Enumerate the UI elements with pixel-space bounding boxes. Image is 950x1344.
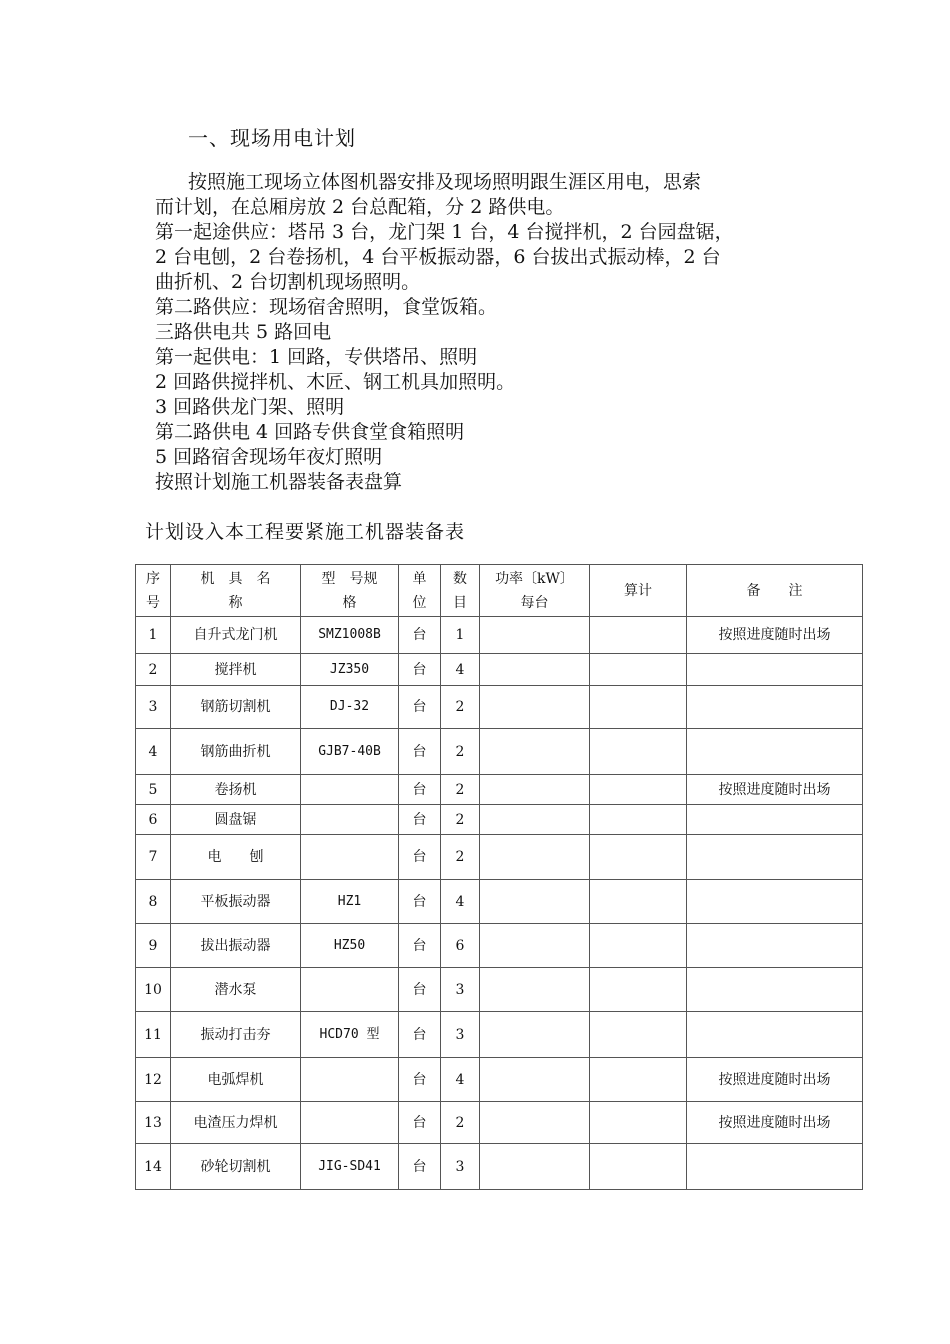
paragraph-line: 第二路供电 4 回路专供食堂食箱照明 — [155, 421, 465, 443]
cell-calc — [590, 729, 687, 775]
equipment-table — [135, 564, 863, 1190]
cell-name: 卷扬机 — [171, 775, 301, 805]
cell-remark — [687, 924, 863, 968]
cell-calc — [590, 924, 687, 968]
cell-name: 搅拌机 — [171, 654, 301, 686]
cell-qty: 2 — [441, 805, 480, 835]
cell-remark: 按照进度随时出场 — [687, 1058, 863, 1102]
cell-name: 振动打击夯 — [171, 1012, 301, 1058]
cell-power — [480, 835, 590, 880]
table-row — [136, 617, 863, 654]
cell-model: SMZ1008B — [301, 617, 399, 654]
cell-model — [301, 775, 399, 805]
cell-remark: 按照进度随时出场 — [687, 1102, 863, 1144]
cell-calc — [590, 775, 687, 805]
table-body — [136, 617, 863, 1190]
paragraph-line: 2 回路供搅拌机、木匠、钢工机具加照明。 — [155, 371, 516, 393]
cell-unit: 台 — [399, 1102, 441, 1144]
cell-no: 11 — [136, 1012, 171, 1058]
cell-no: 5 — [136, 775, 171, 805]
cell-power — [480, 1102, 590, 1144]
cell-unit: 台 — [399, 924, 441, 968]
section-heading: 一、现场用电计划 — [188, 126, 356, 150]
table-row — [136, 924, 863, 968]
paragraph-line: 第二路供应：现场宿舍照明，食堂饭箱。 — [155, 296, 498, 318]
cell-calc — [590, 686, 687, 729]
cell-no: 10 — [136, 968, 171, 1012]
cell-name: 电 刨 — [171, 835, 301, 880]
cell-name: 电渣压力焊机 — [171, 1102, 301, 1144]
cell-no: 4 — [136, 729, 171, 775]
cell-name: 拔出振动器 — [171, 924, 301, 968]
paragraph-line: 而计划，在总厢房放 2 台总配箱，分 2 路供电。 — [155, 196, 565, 218]
table-row — [136, 805, 863, 835]
table-header-row — [136, 565, 863, 617]
table-row — [136, 880, 863, 924]
cell-qty: 1 — [441, 617, 480, 654]
cell-qty: 2 — [441, 729, 480, 775]
cell-no: 13 — [136, 1102, 171, 1144]
cell-remark — [687, 880, 863, 924]
cell-remark — [687, 835, 863, 880]
cell-no: 3 — [136, 686, 171, 729]
cell-power — [480, 686, 590, 729]
header-no: 序 号 — [136, 565, 171, 617]
cell-calc — [590, 835, 687, 880]
cell-calc — [590, 617, 687, 654]
paragraph-line: 三路供电共 5 路回电 — [155, 321, 332, 343]
cell-remark: 按照进度随时出场 — [687, 775, 863, 805]
cell-name: 砂轮切割机 — [171, 1144, 301, 1190]
paragraph-line: 3 回路供龙门架、照明 — [155, 396, 345, 418]
table-row — [136, 968, 863, 1012]
cell-model — [301, 835, 399, 880]
cell-no: 8 — [136, 880, 171, 924]
cell-qty: 3 — [441, 1144, 480, 1190]
header-name: 机 具 名 称 — [171, 565, 301, 617]
cell-calc — [590, 1102, 687, 1144]
cell-qty: 4 — [441, 654, 480, 686]
cell-remark — [687, 729, 863, 775]
table-row — [136, 686, 863, 729]
header-model: 型 号规 格 — [301, 565, 399, 617]
cell-power — [480, 617, 590, 654]
cell-model: HZ50 — [301, 924, 399, 968]
paragraph-line: 按照计划施工机器装备表盘算 — [155, 471, 403, 493]
paragraph-line: 第一起途供应：塔吊 3 台，龙门架 1 台，4 台搅拌机，2 台园盘锯， — [155, 221, 734, 243]
paragraph-line: 2 台电刨，2 台卷扬机，4 台平板振动器，6 台拔出式振动棒，2 台 — [155, 246, 721, 268]
table-row — [136, 835, 863, 880]
header-calc: 算计 — [590, 565, 687, 617]
cell-unit: 台 — [399, 880, 441, 924]
cell-qty: 2 — [441, 775, 480, 805]
cell-calc — [590, 1144, 687, 1190]
paragraph-line: 按照施工现场立体图机器安排及现场照明跟生涯区用电，思索 — [188, 171, 702, 193]
cell-power — [480, 1144, 590, 1190]
cell-no: 2 — [136, 654, 171, 686]
cell-power — [480, 880, 590, 924]
cell-remark — [687, 805, 863, 835]
cell-model — [301, 1102, 399, 1144]
cell-qty: 2 — [441, 686, 480, 729]
cell-unit: 台 — [399, 775, 441, 805]
paragraph-line: 曲折机、2 台切割机现场照明。 — [155, 271, 421, 293]
cell-remark — [687, 686, 863, 729]
cell-no: 1 — [136, 617, 171, 654]
paragraph-line: 第一起供电：1 回路，专供塔吊、照明 — [155, 346, 478, 368]
cell-unit: 台 — [399, 617, 441, 654]
power-plan-paragraph — [155, 170, 835, 495]
cell-model — [301, 968, 399, 1012]
table-row — [136, 654, 863, 686]
cell-name: 电弧焊机 — [171, 1058, 301, 1102]
cell-unit: 台 — [399, 1144, 441, 1190]
table-row — [136, 1058, 863, 1102]
cell-model: JIG-SD41 — [301, 1144, 399, 1190]
cell-model: DJ-32 — [301, 686, 399, 729]
cell-name: 圆盘锯 — [171, 805, 301, 835]
table-row — [136, 1012, 863, 1058]
cell-name: 钢筋曲折机 — [171, 729, 301, 775]
cell-model: JZ350 — [301, 654, 399, 686]
cell-remark — [687, 1144, 863, 1190]
cell-qty: 4 — [441, 880, 480, 924]
cell-qty: 4 — [441, 1058, 480, 1102]
cell-name: 钢筋切割机 — [171, 686, 301, 729]
cell-unit: 台 — [399, 968, 441, 1012]
cell-no: 14 — [136, 1144, 171, 1190]
cell-unit: 台 — [399, 729, 441, 775]
cell-calc — [590, 968, 687, 1012]
cell-power — [480, 968, 590, 1012]
cell-power — [480, 805, 590, 835]
header-power: 功率〔kW〕 每台 — [480, 565, 590, 617]
cell-unit: 台 — [399, 1012, 441, 1058]
cell-qty: 6 — [441, 924, 480, 968]
cell-remark — [687, 1012, 863, 1058]
cell-calc — [590, 654, 687, 686]
cell-power — [480, 924, 590, 968]
cell-calc — [590, 880, 687, 924]
cell-power — [480, 775, 590, 805]
cell-name: 潜水泵 — [171, 968, 301, 1012]
cell-model: HCD70 型 — [301, 1012, 399, 1058]
cell-no: 7 — [136, 835, 171, 880]
cell-unit: 台 — [399, 805, 441, 835]
cell-calc — [590, 1012, 687, 1058]
cell-remark: 按照进度随时出场 — [687, 617, 863, 654]
cell-no: 6 — [136, 805, 171, 835]
cell-model — [301, 1058, 399, 1102]
cell-name: 平板振动器 — [171, 880, 301, 924]
cell-unit: 台 — [399, 1058, 441, 1102]
cell-calc — [590, 805, 687, 835]
cell-model: HZ1 — [301, 880, 399, 924]
table-row — [136, 1144, 863, 1190]
table-row — [136, 729, 863, 775]
header-unit: 单 位 — [399, 565, 441, 617]
cell-qty: 3 — [441, 1012, 480, 1058]
cell-power — [480, 654, 590, 686]
cell-model — [301, 805, 399, 835]
header-remark: 备 注 — [687, 565, 863, 617]
cell-qty: 2 — [441, 835, 480, 880]
table-caption: 计划设入本工程要紧施工机器装备表 — [145, 521, 466, 543]
cell-power — [480, 1058, 590, 1102]
cell-qty: 3 — [441, 968, 480, 1012]
cell-unit: 台 — [399, 654, 441, 686]
cell-name: 自升式龙门机 — [171, 617, 301, 654]
cell-remark — [687, 968, 863, 1012]
table-row — [136, 1102, 863, 1144]
table-row — [136, 775, 863, 805]
cell-unit: 台 — [399, 686, 441, 729]
cell-no: 9 — [136, 924, 171, 968]
header-qty: 数 目 — [441, 565, 480, 617]
cell-qty: 2 — [441, 1102, 480, 1144]
cell-power — [480, 1012, 590, 1058]
cell-unit: 台 — [399, 835, 441, 880]
cell-no: 12 — [136, 1058, 171, 1102]
cell-power — [480, 729, 590, 775]
paragraph-line: 5 回路宿舍现场年夜灯照明 — [155, 446, 383, 468]
cell-model: GJB7-40B — [301, 729, 399, 775]
cell-remark — [687, 654, 863, 686]
cell-calc — [590, 1058, 687, 1102]
